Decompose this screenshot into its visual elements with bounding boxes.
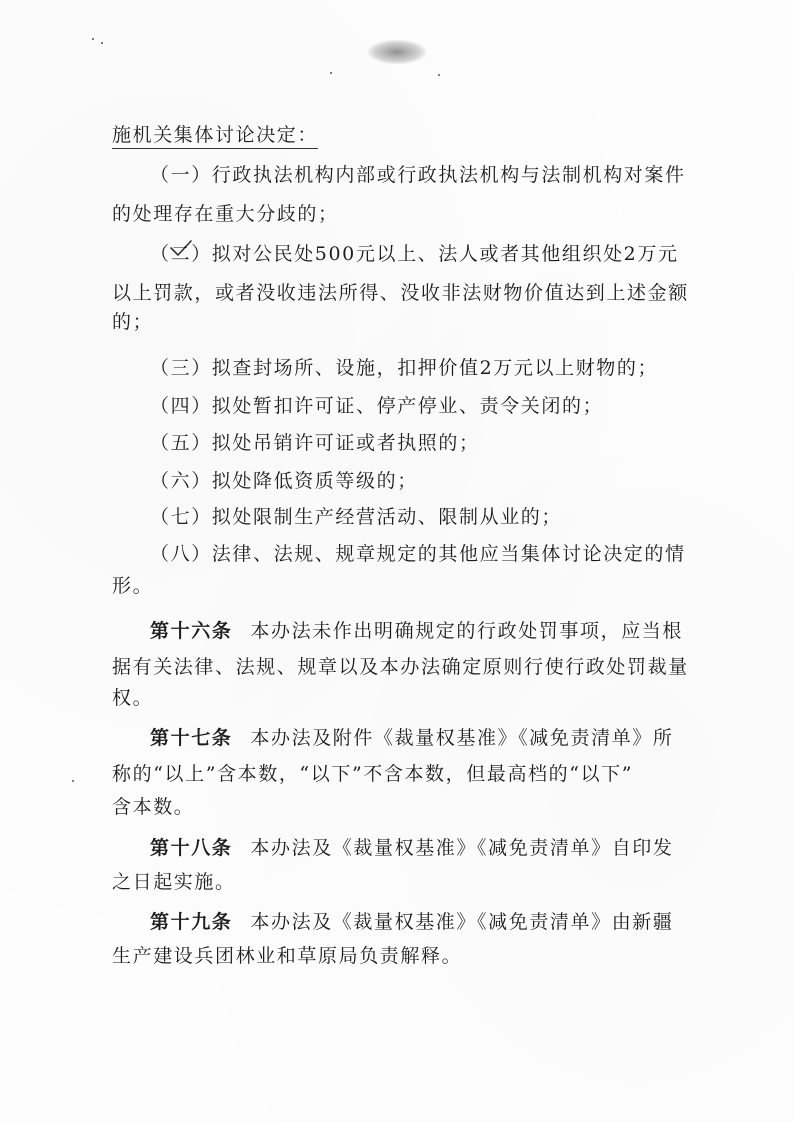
article-19-line-2: 生产建设兵团林业和草原局负责解释。 xyxy=(112,945,463,967)
article-17-text: 本办法及附件《裁量权基准》《减免责清单》所 xyxy=(250,727,674,749)
article-19-text: 本办法及《裁量权基准》《减免责清单》由新疆 xyxy=(250,911,674,933)
item-8-line-2: 形。 xyxy=(112,575,154,597)
article-17-title: 第十七条 xyxy=(150,727,233,749)
article-18-line-2: 之日起实施。 xyxy=(112,871,236,893)
item-2-line-2: 以上罚款，或者没收违法所得、没收非法财物价值达到上述金额 xyxy=(112,282,689,304)
item-8-line-1: （八）法律、法规、规章规定的其他应当集体讨论决定的情 xyxy=(150,543,686,565)
article-16-title: 第十六条 xyxy=(150,620,233,642)
item-4: （四）拟处暂扣许可证、停产停业、责令关闭的； xyxy=(150,395,604,417)
item-5: （五）拟处吊销许可证或者执照的； xyxy=(150,432,480,454)
article-19-title: 第十九条 xyxy=(150,911,233,933)
item-3: （三）拟查封场所、设施，扣押价值2万元以上财物的； xyxy=(150,357,659,379)
item-1-line-2: 的处理存在重大分歧的； xyxy=(112,203,339,225)
article-16-line-3: 权。 xyxy=(112,687,154,709)
para-intro xyxy=(112,123,318,147)
article-17-line-3: 含本数。 xyxy=(112,796,195,818)
article-16-text: 本办法未作出明确规定的行政处罚事项，应当根 xyxy=(250,620,684,642)
article-16-line-1 xyxy=(150,619,683,643)
article-17-line-1 xyxy=(150,726,674,750)
article-18-text: 本办法及《裁量权基准》《减免责清单》自印发 xyxy=(250,837,674,859)
article-16-line-2: 据有关法律、法规、规章以及本办法确定原则行使行政处罚裁量 xyxy=(112,656,689,678)
article-19-line-1 xyxy=(150,910,674,934)
item-2-line-1: （二）拟对公民处500元以上、法人或者其他组织处2万元 xyxy=(150,243,679,265)
article-17-line-2: 称的“以上”含本数，“以下”不含本数，但最高档的“以下” xyxy=(112,763,634,785)
item-2-line-3: 的； xyxy=(112,311,154,333)
article-18-line-1 xyxy=(150,836,674,860)
item-6: （六）拟处降低资质等级的； xyxy=(150,470,418,492)
item-7: （七）拟处限制生产经营活动、限制从业的； xyxy=(150,506,563,528)
article-18-title: 第十八条 xyxy=(150,837,233,859)
underlined-heading: 施机关集体讨论决定： xyxy=(112,124,318,149)
item-1-line-1: （一）行政执法机构内部或行政执法机构与法制机构对案件 xyxy=(150,164,686,186)
